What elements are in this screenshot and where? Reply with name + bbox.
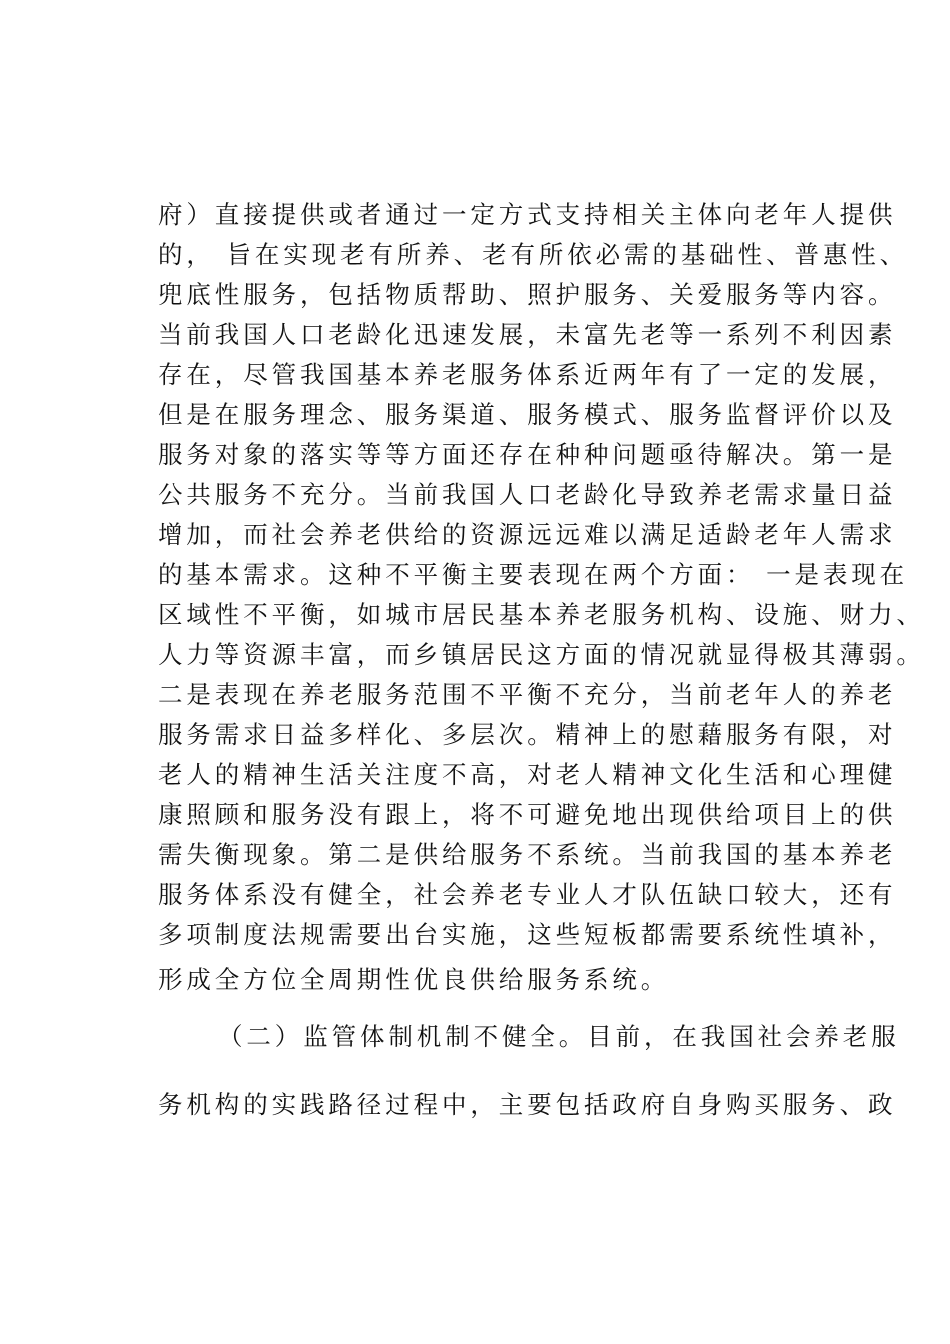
text-line: 存在，尽管我国基本养老服务体系近两年有了一定的发展， [158, 360, 897, 389]
text-line: 府）直接提供或者通过一定方式支持相关主体向老年人提供 [158, 200, 897, 229]
text-line: 人力等资源丰富，而乡镇居民这方面的情况就显得极其薄弱。 [158, 640, 925, 669]
text-line: 增加，而社会养老供给的资源远远难以满足适龄老年人需求 [158, 520, 897, 549]
section-heading-line: （二）监管体制机制不健全。目前，在我国社会养老服 [218, 1022, 900, 1051]
text-line: 但是在服务理念、服务渠道、服务模式、服务监督评价以及 [158, 400, 897, 429]
text-line: 的基本需求。这种不平衡主要表现在两个方面： 一是表现在 [158, 560, 909, 589]
text-line: 当前我国人口老龄化迅速发展，未富先老等一系列不利因素 [158, 320, 897, 349]
text-line: 务机构的实践路径过程中，主要包括政府自身购买服务、政 [158, 1090, 897, 1119]
text-line: 的， 旨在实现老有所养、老有所依必需的基础性、普惠性、 [158, 240, 909, 269]
text-line: 二是表现在养老服务范围不平衡不充分，当前老年人的养老 [158, 680, 897, 709]
text-line: 多项制度法规需要出台实施，这些短板都需要系统性填补， [158, 920, 897, 949]
text-line: 老人的精神生活关注度不高，对老人精神文化生活和心理健 [158, 760, 897, 789]
text-line: 康照顾和服务没有跟上，将不可避免地出现供给项目上的供 [158, 800, 897, 829]
text-line: 需失衡现象。第二是供给服务不系统。当前我国的基本养老 [158, 840, 897, 869]
text-line: 服务需求日益多样化、多层次。精神上的慰藉服务有限，对 [158, 720, 897, 749]
text-line: 形成全方位全周期性优良供给服务系统。 [158, 965, 670, 994]
text-line: 服务体系没有健全，社会养老专业人才队伍缺口较大，还有 [158, 880, 897, 909]
text-line: 公共服务不充分。当前我国人口老龄化导致养老需求量日益 [158, 480, 897, 509]
text-line: 区域性不平衡，如城市居民基本养老服务机构、设施、财力、 [158, 600, 925, 629]
text-line: 兜底性服务，包括物质帮助、照护服务、关爱服务等内容。 [158, 280, 897, 309]
text-line: 服务对象的落实等等方面还存在种种问题亟待解决。第一是 [158, 440, 897, 469]
